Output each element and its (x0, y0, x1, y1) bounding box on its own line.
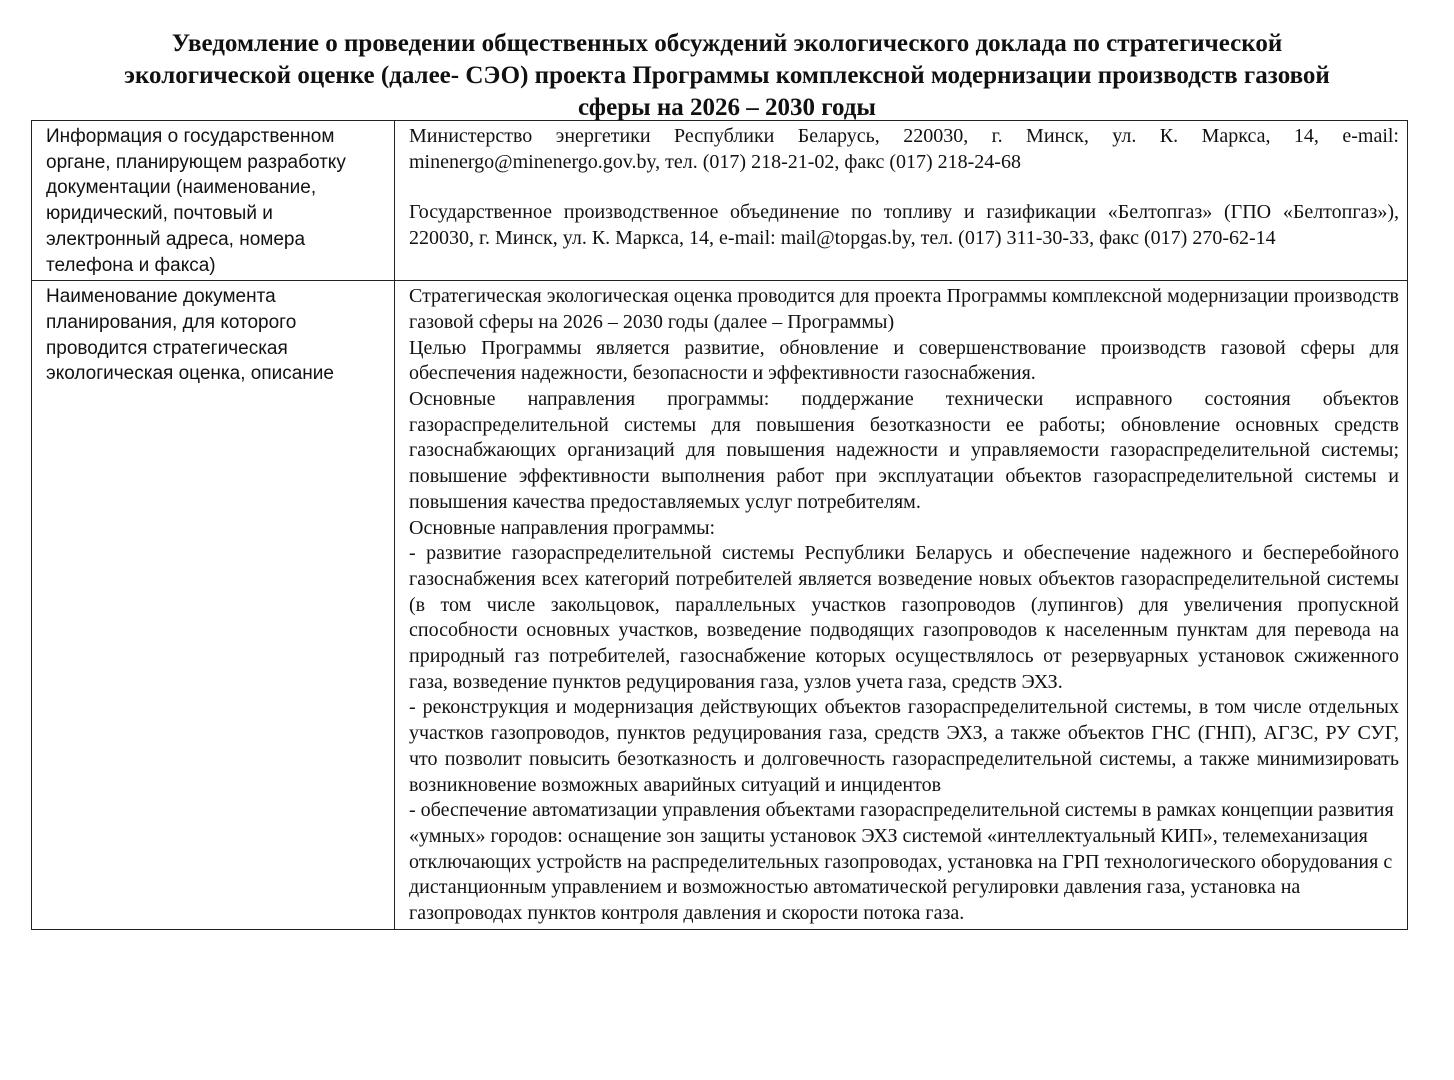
table-row (32, 281, 1408, 930)
title-line-3: сферы на 2026 – 2030 годы (578, 94, 876, 121)
row-content-document (395, 281, 1408, 930)
beltopgaz-contacts: Государственное производственное объединение по топливу и газификации «Белтопгаз» (ГПО «Белтопгаз»), 220030, г. Минск, ул. К. Маркса, 14, e-mail: mail@topgas.by, тел. (017) 311-30-33, факс (017) 270-62-14 (409, 201, 1399, 250)
table-row (32, 121, 1408, 281)
paragraph-program-goal: Целью Программы является развитие, обновление и совершенствование производств газовой сферы для обеспечения надежности, безопасности и эффективности газоснабжения. (409, 336, 1399, 385)
title-line-1: Уведомление о проведении общественных обсуждений экологического доклада по стратегической (171, 30, 1283, 57)
list-item: - развитие газораспределительной системы Республики Беларусь и обеспечение надежного и бесперебойного газоснабжения всех категорий потребителей является возведение новых объектов газораспределительной системы (в том числе закольцовок, параллельных участков газопроводов (лупингов) для увеличения пропускной способности основных участков, возведение подводящих газопроводов к населенным пунктам для перевода на природный газ потребителей, газоснабжение которых осуществлялось от резервуарных установок сжиженного газа, возведение пунктов редуцирования газа, узлов учета газа, средств ЭХЗ. (409, 542, 1399, 693)
list-item: - обеспечение автоматизации управления объектами газораспределительной системы в рамках концепции развития «умных» городов: оснащение зон защиты установок ЭХЗ системой «интеллектуальный КИП», телемеханизация отключающих устройств на распределительных газопроводах, установка на ГРП технологического оборудования с дистанционным управлением и возможностью автоматической регулировки давления газа, установка на газопроводах пунктов контроля давления и скорости потока газа. (409, 799, 1394, 925)
row-label-document: Наименование документа планирования, для которого проводится стратегическая экологическая оценка, описание (32, 281, 395, 930)
row-content-authority (395, 121, 1408, 281)
row-label-authority: Информация о государственном органе, планирующем разработку документации (наименование, юридический, почтовый и электронный адреса, номера телефона и факса) (32, 121, 395, 281)
paragraph-directions-heading: Основные направления программы: (409, 516, 716, 539)
document-title (20, 28, 1434, 124)
notice-table (31, 120, 1408, 930)
list-item: - реконструкция и модернизация действующих объектов газораспределительной системы, в том числе отдельных участков газопроводов, пунктов редуцирования газа, средств ЭХЗ, а также объектов ГНС (ГНП), АГЗС, РУ СУГ, что позволит повысить безотказность и долговечность газораспределительной системы, а также минимизировать возникновение возможных аварийных ситуаций и инцидентов (409, 696, 1399, 796)
title-line-2: экологической оценке (далее- СЭО) проекта Программы комплексной модернизации производств газовой (124, 62, 1330, 89)
paragraph-sea-subject: Стратегическая экологическая оценка проводится для проекта Программы комплексной модернизации производств газовой сферы на 2026 – 2030 годы (далее – Программы) (409, 285, 1399, 333)
paragraph-main-directions: Основные направления программы: поддержание технически исправного состояния объектов газораспределительной системы для повышения безотказности ее работы; обновление основных средств газоснабжающих организаций для повышения надежности и управляемости газораспределительной системы; повышение эффективности выполнения работ при эксплуатации объектов газораспределительной системы и повышения качества предоставляемых услуг потребителям. (409, 388, 1399, 513)
ministry-contacts: Министерство энергетики Республики Беларусь, 220030, г. Минск, ул. К. Маркса, 14, e-mail: minenergo@minenergo.gov.by, тел. (017) 218-21-02, факс (017) 218-24-68 (409, 125, 1399, 173)
